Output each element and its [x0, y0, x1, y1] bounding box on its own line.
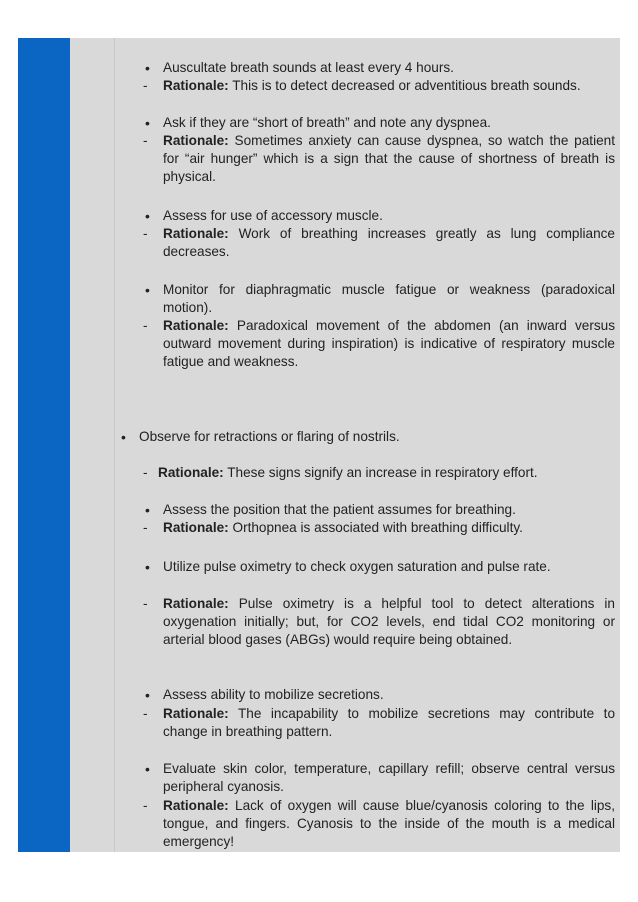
rationale-text: Orthopnea is associated with breathing difficulty.: [232, 520, 523, 535]
action-text: • Monitor for diaphragmatic muscle fatigue or weakness (paradoxical motion).: [163, 281, 615, 317]
action-text: • Ask if they are “short of breath” and note any dyspnea.: [163, 114, 613, 132]
rationale-label: Rationale:: [163, 798, 229, 813]
intervention-list: [18, 38, 620, 852]
dash-marker: -: [143, 78, 148, 93]
rationale-text: Lack of oxygen will cause blue/cyanosis coloring to the lips, tongue, and fingers. Cyanosis to the inside of the mouth is a medical emergency!: [163, 798, 615, 849]
rationale-label: Rationale:: [163, 226, 229, 241]
rationale-row: [163, 797, 615, 851]
rationale-label: Rationale:: [163, 78, 229, 93]
rationale-text: Work of breathing increases greatly as lung compliance decreases.: [163, 226, 615, 259]
document-page: [18, 38, 620, 852]
rationale-row: [163, 705, 615, 741]
dash-marker: -: [143, 798, 148, 813]
dash-marker: -: [143, 596, 148, 611]
rationale-text: These signs signify an increase in respiratory effort.: [227, 465, 538, 480]
dash-marker: -: [143, 706, 148, 721]
rationale-label: Rationale:: [158, 465, 224, 480]
dash-marker: -: [143, 226, 148, 241]
action-text: • Assess the position that the patient assumes for breathing.: [163, 501, 613, 519]
rationale-text: Paradoxical movement of the abdomen (an inward versus outward movement during inspiration) is indicative of respiratory muscle fatigue and weakness.: [163, 318, 616, 369]
dash-marker: -: [143, 520, 148, 535]
rationale-label: Rationale:: [163, 318, 229, 333]
rationale-text: Sometimes anxiety can cause dyspnea, so watch the patient for “air hunger” which is a sign that the cause of shortness of breath is physical.: [163, 133, 615, 184]
dash-marker: -: [143, 465, 148, 480]
rationale-row: [158, 464, 613, 482]
rationale-row: [163, 519, 615, 537]
rationale-label: Rationale:: [163, 596, 229, 611]
action-text: • Observe for retractions or flaring of nostrils.: [139, 428, 589, 446]
rationale-row: [163, 317, 615, 371]
rationale-text: Pulse oximetry is a helpful tool to detect alterations in oxygenation initially; but, for CO2 levels, end tidal CO2 monitoring or arterial blood gases (ABGs) would require being obtained.: [163, 596, 615, 647]
rationale-text: This is to detect decreased or adventitious breath sounds.: [232, 78, 581, 93]
action-text: • Utilize pulse oximetry to check oxygen saturation and pulse rate.: [163, 558, 613, 576]
rationale-label: Rationale:: [163, 520, 229, 535]
action-text: • Evaluate skin color, temperature, capillary refill; observe central versus peripheral cyanosis.: [163, 760, 615, 796]
dash-marker: -: [143, 133, 148, 148]
rationale-row: [163, 132, 615, 186]
rationale-row: [163, 77, 615, 95]
action-text: • Auscultate breath sounds at least every 4 hours.: [163, 59, 613, 77]
rationale-label: Rationale:: [163, 133, 229, 148]
rationale-row: [163, 225, 615, 261]
action-text: • Assess for use of accessory muscle.: [163, 207, 613, 225]
rationale-row: [163, 595, 615, 649]
rationale-label: Rationale:: [163, 706, 229, 721]
action-text: • Assess ability to mobilize secretions.: [163, 686, 613, 704]
rationale-text: The incapability to mobilize secretions may contribute to change in breathing pattern.: [163, 706, 616, 739]
dash-marker: -: [143, 318, 148, 333]
